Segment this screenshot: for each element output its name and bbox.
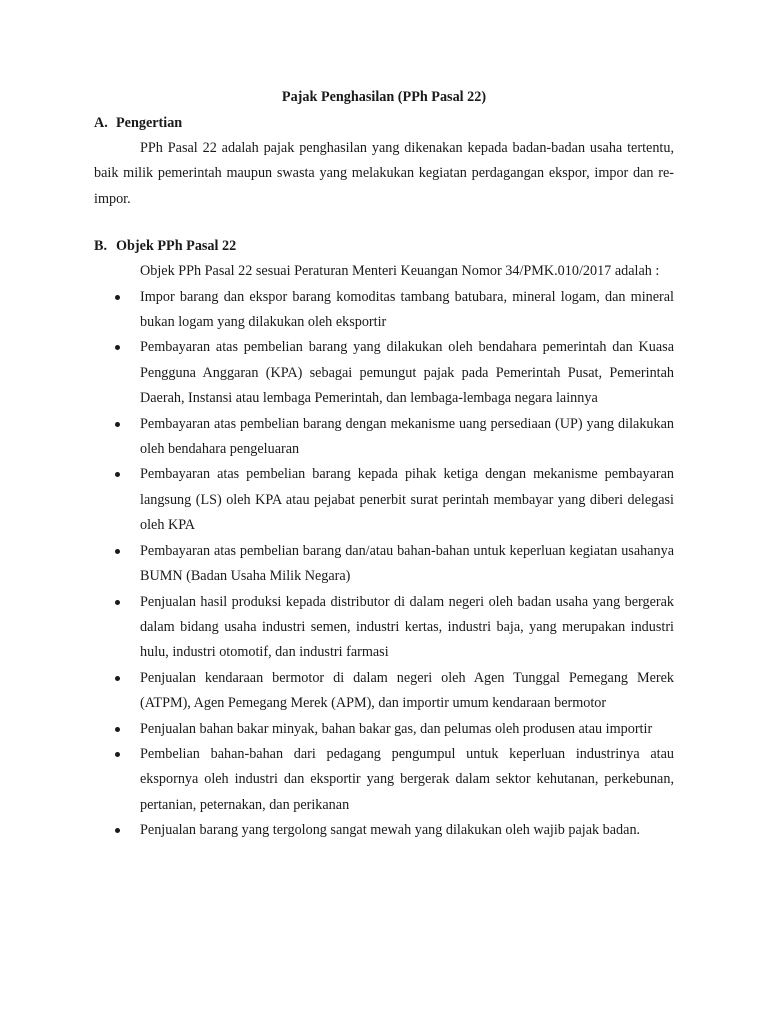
list-item xyxy=(94,335,674,411)
bullet-icon xyxy=(115,727,120,732)
list-item xyxy=(94,412,674,463)
section-a-letter: A. xyxy=(94,115,108,131)
bullet-icon xyxy=(115,828,120,833)
list-item xyxy=(94,742,674,818)
section-b-letter: B. xyxy=(94,238,108,255)
section-a-heading xyxy=(94,110,674,136)
section-a-paragraph: PPh Pasal 22 adalah pajak penghasilan yang dikenakan kepada badan-badan usaha tertentu, baik milik pemerintah maupun swasta yang melakukan kegiatan perdagangan ekspor, impor dan re-impor. xyxy=(94,140,674,207)
section-b-heading xyxy=(94,233,674,259)
list-item xyxy=(94,539,674,590)
bullet-icon xyxy=(115,345,120,350)
bullet-icon xyxy=(115,600,120,605)
section-a-title: Pengertian xyxy=(116,115,183,131)
list-item-text: Pembayaran atas pembelian barang dengan mekanisme uang persediaan (UP) yang dilakukan oleh bendahara pengeluaran xyxy=(140,415,674,458)
list-item xyxy=(94,666,674,717)
section-b-title: Objek PPh Pasal 22 xyxy=(116,238,237,255)
list-item xyxy=(94,462,674,538)
list-item-text: Pembayaran atas pembelian barang kepada pihak ketiga dengan mekanisme pembayaran langsung (LS) oleh KPA atau pejabat penerbit surat perintah membayar yang diberi delegasi oleh KPA xyxy=(140,466,674,534)
bullet-icon xyxy=(115,676,120,681)
list-item xyxy=(94,717,674,742)
bullet-icon xyxy=(115,752,120,757)
section-spacer xyxy=(94,212,674,233)
list-item-text: Pembayaran atas pembelian barang dan/atau bahan-bahan untuk keperluan kegiatan usahanya BUMN (Badan Usaha Milik Negara) xyxy=(140,542,674,585)
object-list xyxy=(94,285,674,844)
bullet-icon xyxy=(115,549,120,554)
list-item-text: Penjualan bahan bakar minyak, bahan bakar gas, dan pelumas oleh produsen atau importir xyxy=(140,720,653,737)
list-item xyxy=(94,285,674,336)
list-item xyxy=(94,590,674,666)
bullet-icon xyxy=(115,295,120,300)
bullet-icon xyxy=(115,422,120,427)
list-item-text: Penjualan kendaraan bermotor di dalam negeri oleh Agen Tunggal Pemegang Merek (ATPM), Agen Pemegang Merek (APM), dan importir umum kendaraan bermotor xyxy=(140,669,674,712)
list-item xyxy=(94,818,674,843)
list-item-text: Penjualan hasil produksi kepada distributor di dalam negeri oleh badan usaha yang bergerak dalam bidang usaha industri semen, industri kertas, industri baja, yang merupakan industri hulu, industri otomotif, dan industri farmasi xyxy=(140,593,674,661)
list-item-text: Pembelian bahan-bahan dari pedagang pengumpul untuk keperluan industrinya atau ekspornya oleh industri dan eksportir yang bergerak dalam sektor kehutanan, perkebunan, pertanian, peternakan, dan perikanan xyxy=(140,745,674,813)
section-b-paragraph: Objek PPh Pasal 22 sesuai Peraturan Menteri Keuangan Nomor 34/PMK.010/2017 adalah : xyxy=(140,263,660,280)
document-title: Pajak Penghasilan (PPh Pasal 22) xyxy=(281,89,487,105)
list-item-text: Pembayaran atas pembelian barang yang dilakukan oleh bendahara pemerintah dan Kuasa Pengguna Anggaran (KPA) sebagai pemungut pajak pada Pemerintah Pusat, Pemerintah Daerah, Instansi atau lembaga Pemerintah, dan lembaga-lembaga negara lainnya xyxy=(140,339,674,407)
bullet-icon xyxy=(115,472,120,477)
list-item-text: Impor barang dan ekspor barang komoditas tambang batubara, mineral logam, dan mineral bukan logam yang dilakukan oleh eksportir xyxy=(140,288,674,331)
document-page xyxy=(94,84,674,844)
list-item-text: Penjualan barang yang tergolong sangat mewah yang dilakukan oleh wajib pajak badan. xyxy=(140,822,641,839)
